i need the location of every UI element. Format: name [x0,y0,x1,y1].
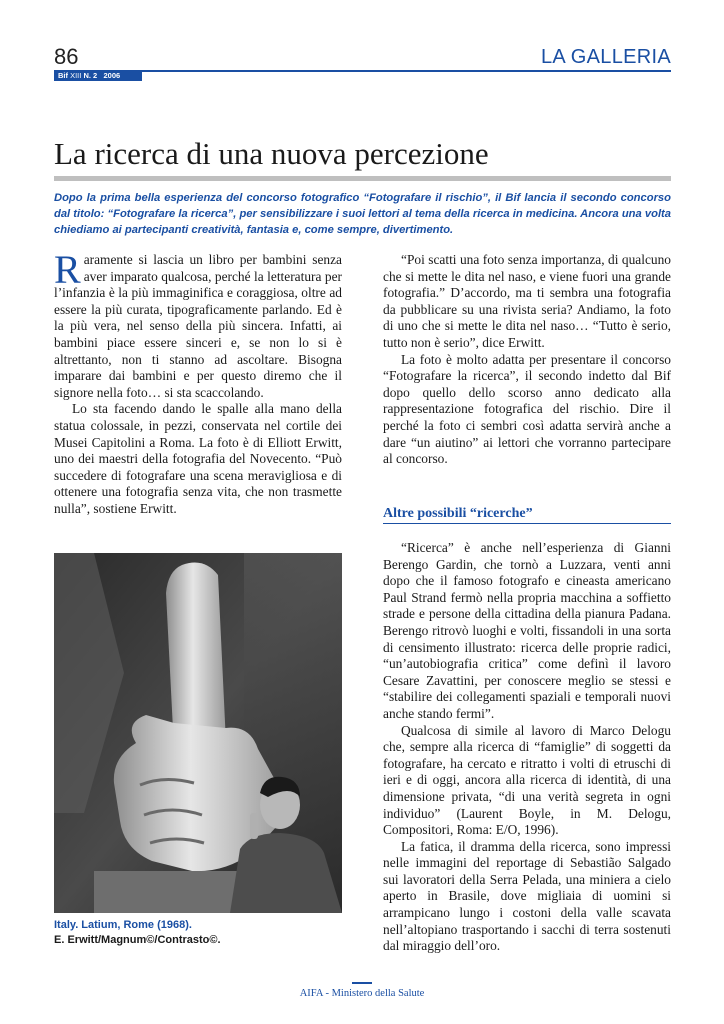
issue-year: 2006 [103,71,121,80]
issue-strip [54,71,142,81]
paragraph: La fatica, il dramma della ricerca, sono impressi nelle immagini del reportage di Sebastião Salgado sui lavoratori della Serra Pelada, una miniera a cielo aperto in Brasile, dove migliaia di uomini si arrampicano lungo i costoni della valle scavata nell’altopiano trasportando i sacchi di terra sostenuti dal miraggio dell’oro. [383,838,671,954]
article-photo [54,553,342,913]
paragraph [54,247,342,401]
issue-volume: XIII [70,71,82,80]
left-column [54,247,342,518]
footer-text: AIFA - Ministero della Salute [299,988,425,999]
statue-hand-photo [54,553,342,913]
drop-cap: R [54,247,81,292]
paragraph-text: aramente si lascia un libro per bambini senza aver imparato qualcosa, perché la letteratura per l’infanzia è la più immaginifica e coraggiosa, oltre ad essere la più curata, tipograficamente parlando. Ed è la più vera, nel senso della più sincera. Infatti, ai bambini piace essere sinceri e, se non lo si è altrettanto, non ti stanno ad ascoltare. Bisogna imparare dai bambini e per questo diremo che il signore nella foto… si sta scaccolando. [54,252,342,400]
issue-number: N. 2 [83,71,98,80]
paragraph: La foto è molto adatta per presentare il concorso “Fotografare la ricerca”, il secondo indetto dal Bif dopo quello dello scorso anno dedicato alla rappresentazione fotografica del rischio. Dire il perché la foto ci sembri così adatta servirà anche a dare “un aiutino” ai lettori che vorranno partecipare al concorso. [383,351,671,467]
title-rule [54,176,671,181]
paragraph: “Ricerca” è anche nell’esperienza di Gianni Berengo Gardin, che tornò a Luzzara, venti anni dopo che il famoso fotografo e cineasta americano Paul Strand fermò nella propria macchina a soffietto strade e persone della cittadina della pianura Padana. Berengo ritrovò luoghi e volti, fissandoli in una sorta di censimento illustrato: ricerca delle proprie radici, “un’autobiografia critica” come definì il lavoro Cesare Zavattini, per conoscere meglio se stessi e “stabilire dei collegamenti spaziali e temporali nuovi anche stando fermi”. [383,540,671,721]
subheading: Altre possibili “ricerche” [383,506,533,521]
section-title: LA GALLERIA [540,46,671,68]
paragraph: Qualcosa di simile al lavoro di Marco Delogu che, sempre alla ricerca di “famiglie” di soggetti da fotografare, ha cercato e ritratto i volti di etruschi di ieri e di oggi, ancora alla ricerca di identità, di una dimensione privata, “di una verità segreta in ogni individuo” (Laurent Boyle, in M. Delogu, Compositori, Roma: E/O, 1996). [383,722,671,838]
article-intro: Dopo la prima bella esperienza del concorso fotografico “Fotografare il rischio”, il Bif lancia il secondo concorso dal titolo: “Fotografare la ricerca”, per sensibilizzare i suoi lettori al tema della ricerca in medicina. Ancora una volta chiediamo ai partecipanti creatività, fantasia e, come sempre, divertimento. [54,192,671,236]
right-column-top [383,252,671,468]
caption-credit: E. Erwitt/Magnum©/Contrasto©. [54,934,221,946]
page-number: 86 [54,44,79,69]
paragraph: “Poi scatti una foto senza importanza, di qualcuno che si mette le dita nel naso, e viene fuori una grande fotografia.” D’accordo, ma ti sembra una fotografia da pubblicare su una rivista seria? Andiamo, la foto di uno che si mette le dita nel naso… “Tutto è serio, tutto non è serio”, dice Erwitt. [383,252,671,350]
right-column-bottom [383,540,671,955]
paragraph: Lo sta facendo dando le spalle alla mano della statua colossale, in pezzi, conservata nel cortile dei Musei Capitolini a Roma. La foto è di Elliott Erwitt, uno dei maestri della fotografia del Novecento. “Può succedere di fotografare una scena meravigliosa e di ottenere una fotografia senza vita, che non trasmette nulla”, sostiene Erwitt. [54,401,342,516]
header-rule [54,70,671,72]
subheading-rule [383,523,671,524]
caption-place: Italy. Latium, Rome (1968). [54,919,192,931]
footer-mark [352,982,372,984]
article-title: La ricerca di una nuova percezione [54,136,489,171]
issue-mag: Bif [58,71,68,80]
photo-caption [54,918,221,948]
